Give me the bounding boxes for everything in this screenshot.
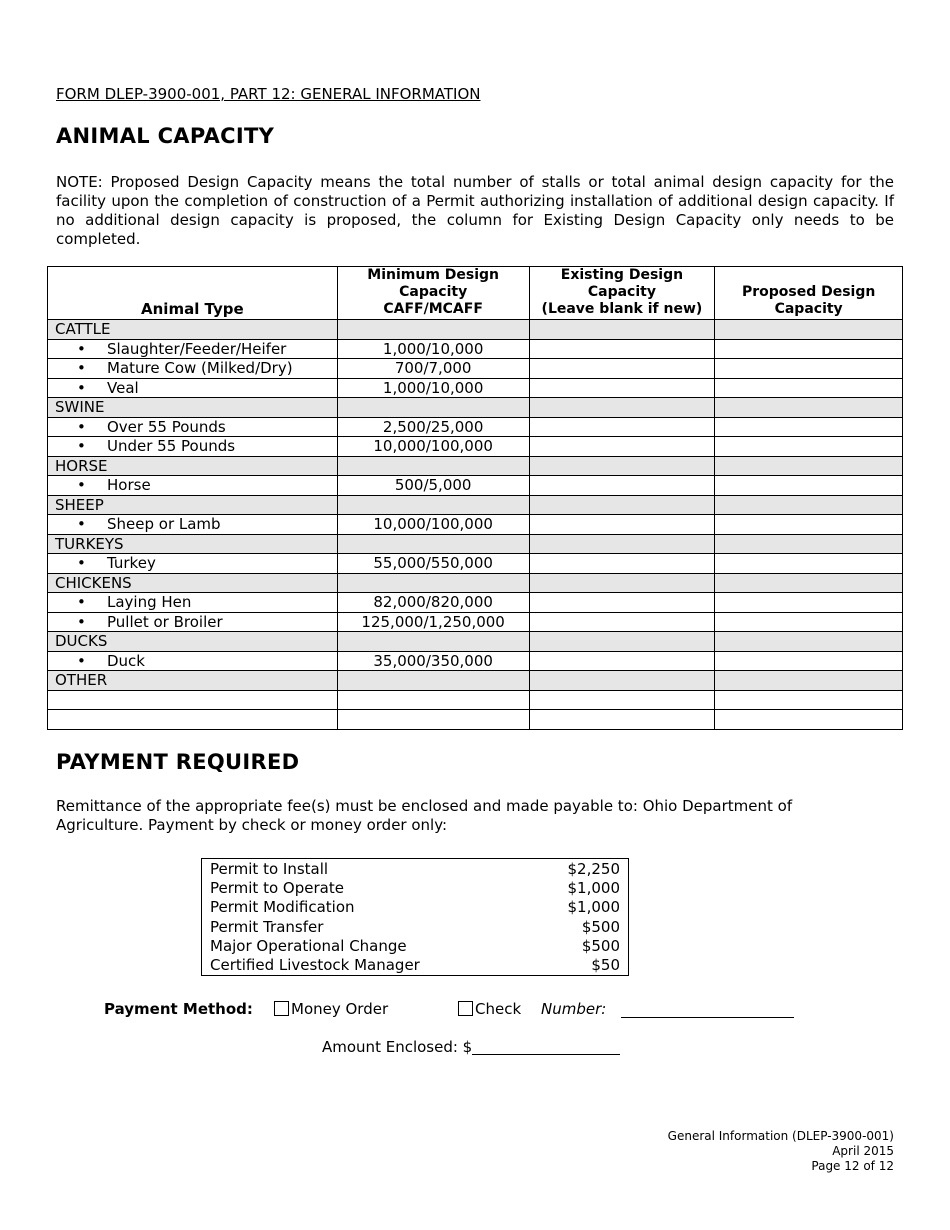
animal-type-label: Veal bbox=[107, 378, 139, 397]
animal-type-cell bbox=[48, 710, 338, 730]
animal-type-label: TURKEYS bbox=[55, 534, 124, 553]
capacity-note: NOTE: Proposed Design Capacity means the total number of stalls or total animal design capacity for the facility upon the completion of construction of a Permit authorizing installation of additional design capacity. If no additional design capacity is proposed, the column for Existing Design Capacity only needs to be completed. bbox=[56, 173, 894, 248]
fee-row bbox=[202, 937, 629, 956]
animal-type-cell bbox=[48, 378, 338, 398]
fee-amount: $500 bbox=[581, 936, 620, 955]
proposed-capacity-cell bbox=[715, 456, 903, 476]
existing-capacity-cell[interactable] bbox=[529, 593, 715, 613]
animal-type-label: Duck bbox=[107, 651, 145, 670]
proposed-capacity-cell[interactable] bbox=[715, 593, 903, 613]
animal-type-cell bbox=[48, 398, 338, 418]
animal-type-label: DUCKS bbox=[55, 632, 108, 651]
animal-type-cell bbox=[48, 359, 338, 379]
table-row bbox=[48, 378, 903, 398]
existing-capacity-cell bbox=[529, 573, 715, 593]
category-row bbox=[48, 671, 903, 691]
table-row bbox=[48, 359, 903, 379]
table-row bbox=[48, 710, 903, 730]
header-proposed-line2: Capacity bbox=[774, 301, 843, 317]
proposed-capacity-cell[interactable] bbox=[715, 359, 903, 379]
proposed-capacity-cell bbox=[715, 534, 903, 554]
animal-type-cell bbox=[48, 593, 338, 613]
existing-capacity-cell[interactable] bbox=[529, 437, 715, 457]
animal-type-cell bbox=[48, 534, 338, 554]
check-checkbox[interactable] bbox=[458, 1001, 473, 1016]
minimum-capacity-cell: 2,500/25,000 bbox=[337, 417, 529, 437]
existing-capacity-cell[interactable] bbox=[529, 690, 715, 710]
existing-capacity-cell bbox=[529, 495, 715, 515]
existing-capacity-cell bbox=[529, 632, 715, 652]
proposed-capacity-cell[interactable] bbox=[715, 437, 903, 457]
bullet-icon: • bbox=[77, 417, 86, 436]
animal-type-label: Mature Cow (Milked/Dry) bbox=[107, 359, 293, 378]
header-minimum-capacity bbox=[337, 267, 529, 320]
existing-capacity-cell[interactable] bbox=[529, 378, 715, 398]
amount-enclosed-field[interactable] bbox=[472, 1039, 620, 1055]
table-row bbox=[48, 476, 903, 496]
number-label: Number: bbox=[541, 1000, 607, 1018]
minimum-capacity-cell: 125,000/1,250,000 bbox=[337, 612, 529, 632]
proposed-capacity-cell[interactable] bbox=[715, 690, 903, 710]
header-existing-line3: (Leave blank if new) bbox=[541, 301, 703, 317]
bullet-icon: • bbox=[77, 476, 86, 495]
animal-type-label: Sheep or Lamb bbox=[107, 515, 221, 534]
fee-amount: $1,000 bbox=[567, 898, 620, 917]
animal-type-label: SWINE bbox=[55, 398, 105, 417]
minimum-capacity-cell bbox=[337, 671, 529, 691]
existing-capacity-cell[interactable] bbox=[529, 476, 715, 496]
animal-type-cell bbox=[48, 456, 338, 476]
fee-row bbox=[202, 918, 629, 937]
existing-capacity-cell[interactable] bbox=[529, 612, 715, 632]
table-row bbox=[48, 515, 903, 535]
animal-type-cell bbox=[48, 515, 338, 535]
animal-type-cell bbox=[48, 476, 338, 496]
header-existing-line2: Capacity bbox=[587, 284, 656, 300]
minimum-capacity-cell bbox=[337, 632, 529, 652]
existing-capacity-cell bbox=[529, 534, 715, 554]
table-row bbox=[48, 554, 903, 574]
check-option[interactable] bbox=[458, 1000, 521, 1018]
minimum-capacity-cell bbox=[337, 690, 529, 710]
bullet-icon: • bbox=[77, 612, 86, 631]
money-order-option[interactable] bbox=[274, 1000, 388, 1018]
existing-capacity-cell bbox=[529, 671, 715, 691]
header-min-line3: CAFF/MCAFF bbox=[383, 301, 483, 317]
bullet-icon: • bbox=[77, 378, 86, 397]
category-row bbox=[48, 320, 903, 340]
existing-capacity-cell[interactable] bbox=[529, 339, 715, 359]
animal-type-label: Turkey bbox=[107, 554, 156, 573]
payment-heading: PAYMENT REQUIRED bbox=[56, 750, 300, 774]
fee-label: Permit Transfer bbox=[210, 917, 324, 936]
table-row bbox=[48, 417, 903, 437]
fee-label: Permit to Operate bbox=[210, 879, 344, 898]
proposed-capacity-cell[interactable] bbox=[715, 339, 903, 359]
category-row bbox=[48, 534, 903, 554]
fee-amount: $500 bbox=[581, 917, 620, 936]
animal-type-cell bbox=[48, 651, 338, 671]
bullet-icon: • bbox=[77, 554, 86, 573]
amount-enclosed bbox=[322, 1038, 620, 1056]
proposed-capacity-cell[interactable] bbox=[715, 710, 903, 730]
footer-form-name: General Information (DLEP-3900-001) bbox=[667, 1129, 894, 1143]
bullet-icon: • bbox=[77, 359, 86, 378]
header-existing-line1: Existing Design bbox=[560, 267, 684, 283]
fee-row bbox=[202, 956, 629, 976]
animal-type-label: Laying Hen bbox=[107, 593, 192, 612]
animal-type-label: Under 55 Pounds bbox=[107, 437, 236, 456]
animal-type-label: OTHER bbox=[55, 671, 108, 690]
fee-table bbox=[201, 858, 629, 976]
animal-type-cell bbox=[48, 339, 338, 359]
fee-label: Certified Livestock Manager bbox=[210, 956, 420, 975]
existing-capacity-cell[interactable] bbox=[529, 651, 715, 671]
minimum-capacity-cell: 35,000/350,000 bbox=[337, 651, 529, 671]
fee-row bbox=[202, 859, 629, 880]
money-order-label: Money Order bbox=[291, 1000, 389, 1018]
bullet-icon: • bbox=[77, 437, 86, 456]
header-proposed-line1: Proposed Design bbox=[741, 284, 876, 300]
animal-type-cell bbox=[48, 495, 338, 515]
category-row bbox=[48, 398, 903, 418]
animal-type-cell bbox=[48, 573, 338, 593]
header-min-line1: Minimum Design bbox=[367, 267, 500, 283]
proposed-capacity-cell[interactable] bbox=[715, 417, 903, 437]
minimum-capacity-cell: 82,000/820,000 bbox=[337, 593, 529, 613]
category-row bbox=[48, 456, 903, 476]
fee-row bbox=[202, 898, 629, 917]
proposed-capacity-cell bbox=[715, 495, 903, 515]
table-row bbox=[48, 339, 903, 359]
animal-capacity-heading: ANIMAL CAPACITY bbox=[56, 124, 275, 148]
existing-capacity-cell[interactable] bbox=[529, 710, 715, 730]
table-row bbox=[48, 437, 903, 457]
header-min-line2: Capacity bbox=[399, 284, 468, 300]
animal-type-cell bbox=[48, 632, 338, 652]
fee-amount: $50 bbox=[591, 956, 620, 975]
fee-label: Major Operational Change bbox=[210, 936, 407, 955]
animal-type-label: HORSE bbox=[55, 456, 108, 475]
bullet-icon: • bbox=[77, 593, 86, 612]
minimum-capacity-cell bbox=[337, 495, 529, 515]
fee-row bbox=[202, 879, 629, 898]
existing-capacity-cell[interactable] bbox=[529, 515, 715, 535]
minimum-capacity-cell: 55,000/550,000 bbox=[337, 554, 529, 574]
minimum-capacity-cell: 1,000/10,000 bbox=[337, 339, 529, 359]
animal-type-cell bbox=[48, 612, 338, 632]
minimum-capacity-cell bbox=[337, 534, 529, 554]
existing-capacity-cell bbox=[529, 398, 715, 418]
table-row bbox=[48, 651, 903, 671]
animal-type-label: SHEEP bbox=[55, 495, 104, 514]
animal-capacity-table bbox=[47, 266, 903, 730]
check-label: Check bbox=[475, 1000, 522, 1018]
minimum-capacity-cell: 1,000/10,000 bbox=[337, 378, 529, 398]
proposed-capacity-cell bbox=[715, 398, 903, 418]
proposed-capacity-cell bbox=[715, 632, 903, 652]
table-row bbox=[48, 612, 903, 632]
header-animal-type: Animal Type bbox=[48, 267, 338, 320]
animal-type-label: CHICKENS bbox=[55, 573, 132, 592]
footer-page-number: Page 12 of 12 bbox=[811, 1159, 894, 1173]
bullet-icon: • bbox=[77, 651, 86, 670]
payment-method-label: Payment Method: bbox=[104, 1000, 253, 1018]
minimum-capacity-cell: 10,000/100,000 bbox=[337, 515, 529, 535]
existing-capacity-cell[interactable] bbox=[529, 359, 715, 379]
animal-type-cell bbox=[48, 690, 338, 710]
animal-type-label: Horse bbox=[107, 476, 151, 495]
proposed-capacity-cell[interactable] bbox=[715, 651, 903, 671]
category-row bbox=[48, 495, 903, 515]
check-number-field[interactable] bbox=[621, 1000, 794, 1022]
header-proposed-capacity bbox=[715, 267, 903, 320]
table-row bbox=[48, 593, 903, 613]
category-row bbox=[48, 632, 903, 652]
form-id: FORM DLEP-3900-001, PART 12: GENERAL INFORMATION bbox=[56, 85, 481, 103]
existing-capacity-cell bbox=[529, 456, 715, 476]
fee-amount: $1,000 bbox=[567, 879, 620, 898]
animal-type-cell bbox=[48, 554, 338, 574]
proposed-capacity-cell[interactable] bbox=[715, 476, 903, 496]
existing-capacity-cell[interactable] bbox=[529, 417, 715, 437]
animal-type-label: CATTLE bbox=[55, 320, 111, 339]
proposed-capacity-cell[interactable] bbox=[715, 515, 903, 535]
proposed-capacity-cell[interactable] bbox=[715, 554, 903, 574]
proposed-capacity-cell[interactable] bbox=[715, 378, 903, 398]
money-order-checkbox[interactable] bbox=[274, 1001, 289, 1016]
animal-type-cell bbox=[48, 417, 338, 437]
proposed-capacity-cell[interactable] bbox=[715, 612, 903, 632]
animal-type-cell bbox=[48, 671, 338, 691]
amount-enclosed-label: Amount Enclosed: $ bbox=[322, 1038, 473, 1056]
header-existing-capacity bbox=[529, 267, 715, 320]
animal-type-label: Slaughter/Feeder/Heifer bbox=[107, 339, 287, 358]
minimum-capacity-cell bbox=[337, 320, 529, 340]
footer-date: April 2015 bbox=[832, 1144, 894, 1158]
animal-type-label: Pullet or Broiler bbox=[107, 612, 223, 631]
minimum-capacity-cell: 700/7,000 bbox=[337, 359, 529, 379]
minimum-capacity-cell bbox=[337, 573, 529, 593]
existing-capacity-cell bbox=[529, 320, 715, 340]
category-row bbox=[48, 573, 903, 593]
existing-capacity-cell[interactable] bbox=[529, 554, 715, 574]
page-footer bbox=[668, 1129, 894, 1174]
proposed-capacity-cell bbox=[715, 573, 903, 593]
minimum-capacity-cell bbox=[337, 710, 529, 730]
fee-label: Permit to Install bbox=[210, 860, 329, 878]
minimum-capacity-cell bbox=[337, 456, 529, 476]
proposed-capacity-cell bbox=[715, 320, 903, 340]
fee-amount: $2,250 bbox=[567, 860, 620, 878]
remittance-text: Remittance of the appropriate fee(s) must be enclosed and made payable to: Ohio Department of Agriculture. Payment by check or money order only: bbox=[56, 797, 793, 834]
minimum-capacity-cell: 10,000/100,000 bbox=[337, 437, 529, 457]
fee-label: Permit Modification bbox=[210, 898, 355, 917]
animal-type-label: Over 55 Pounds bbox=[107, 417, 226, 436]
bullet-icon: • bbox=[77, 515, 86, 534]
minimum-capacity-cell: 500/5,000 bbox=[337, 476, 529, 496]
table-row bbox=[48, 690, 903, 710]
minimum-capacity-cell bbox=[337, 398, 529, 418]
bullet-icon: • bbox=[77, 339, 86, 358]
animal-type-cell bbox=[48, 437, 338, 457]
animal-type-cell bbox=[48, 320, 338, 340]
proposed-capacity-cell bbox=[715, 671, 903, 691]
